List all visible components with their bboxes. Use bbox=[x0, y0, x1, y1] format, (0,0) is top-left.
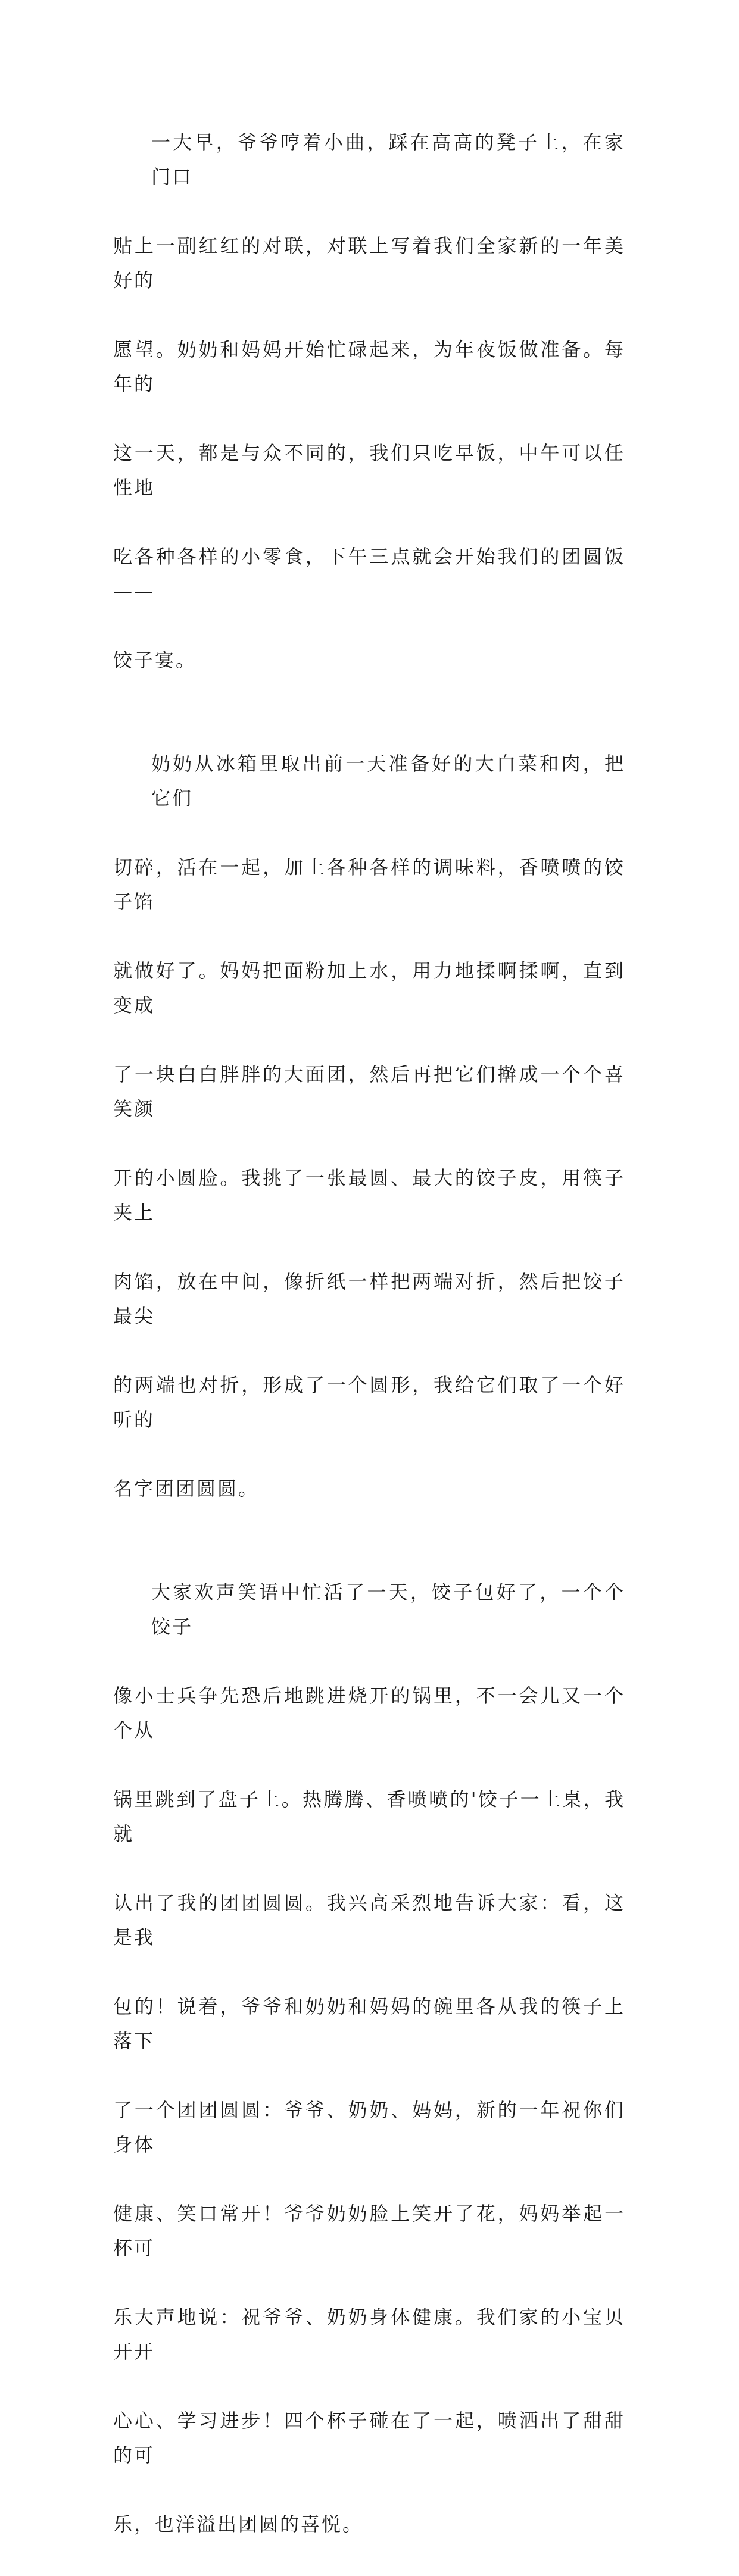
paragraph-line: 认出了我的团团圆圆。我兴高采烈地告诉大家：看，这是我 bbox=[113, 1892, 625, 1949]
paragraph-line: 锅里跳到了盘子上。热腾腾、香喷喷的'饺子一上桌，我就 bbox=[113, 1788, 625, 1845]
paragraph-2 bbox=[113, 712, 625, 1540]
paragraph-line: 了一块白白胖胖的大面团，然后再把它们擀成一个个喜笑颜 bbox=[113, 1063, 625, 1120]
paragraph-line: 奶奶从冰箱里取出前一天准备好的大白菜和肉，把它们 bbox=[151, 752, 625, 809]
paragraph-line: 心心、学习进步！四个杯子碰在了一起，喷洒出了甜甜的可 bbox=[113, 2409, 625, 2466]
paragraph-line: 乐大声地说：祝爷爷、奶奶身体健康。我们家的小宝贝开开 bbox=[113, 2306, 625, 2363]
paragraph-line: 贴上一副红红的对联，对联上写着我们全家新的一年美好的 bbox=[113, 235, 625, 292]
paragraph-line: 开的小圆脸。我挑了一张最圆、最大的饺子皮，用筷子夹上 bbox=[113, 1167, 625, 1224]
paragraph-line: 了一个团团圆圆：爷爷、奶奶、妈妈，新的一年祝你们身体 bbox=[113, 2099, 625, 2156]
document-body bbox=[113, 90, 625, 2576]
paragraph-line: 乐，也洋溢出团圆的喜悦。 bbox=[113, 2513, 364, 2536]
paragraph-line: 的两端也对折，形成了一个圆形，我给它们取了一个好听的 bbox=[113, 1374, 625, 1431]
paragraph-line: 大家欢声笑语中忙活了一天，饺子包好了，一个个饺子 bbox=[151, 1581, 625, 1638]
paragraph-line: 像小士兵争先恐后地跳进烧开的锅里，不一会儿又一个个从 bbox=[113, 1684, 625, 1742]
paragraph-line: 包的！说着，爷爷和奶奶和妈妈的碗里各从我的筷子上落下 bbox=[113, 1995, 625, 2052]
paragraph-line: 就做好了。妈妈把面粉加上水，用力地揉啊揉啊，直到变成 bbox=[113, 959, 625, 1017]
paragraph-line: 这一天，都是与众不同的，我们只吃早饭，中午可以任性地 bbox=[113, 442, 625, 499]
paragraph-line: 吃各种各样的小零食，下午三点就会开始我们的团圆饭—— bbox=[113, 545, 625, 602]
paragraph-line: 饺子宴。 bbox=[113, 649, 197, 671]
paragraph-line: 健康、笑口常开！爷爷奶奶脸上笑开了花，妈妈举起一杯可 bbox=[113, 2202, 625, 2259]
paragraph-3 bbox=[113, 1540, 625, 2576]
paragraph-line: 名字团团圆圆。 bbox=[113, 1477, 260, 1500]
paragraph-1 bbox=[113, 90, 625, 712]
paragraph-line: 切碎，活在一起，加上各种各样的调味料，香喷喷的饺子馅 bbox=[113, 856, 625, 913]
paragraph-line: 愿望。奶奶和妈妈开始忙碌起来，为年夜饭做准备。每年的 bbox=[113, 338, 625, 395]
paragraph-line: 肉馅，放在中间，像折纸一样把两端对折，然后把饺子最尖 bbox=[113, 1270, 625, 1327]
paragraph-line: 一大早，爷爷哼着小曲，踩在高高的凳子上，在家门口 bbox=[151, 131, 625, 188]
